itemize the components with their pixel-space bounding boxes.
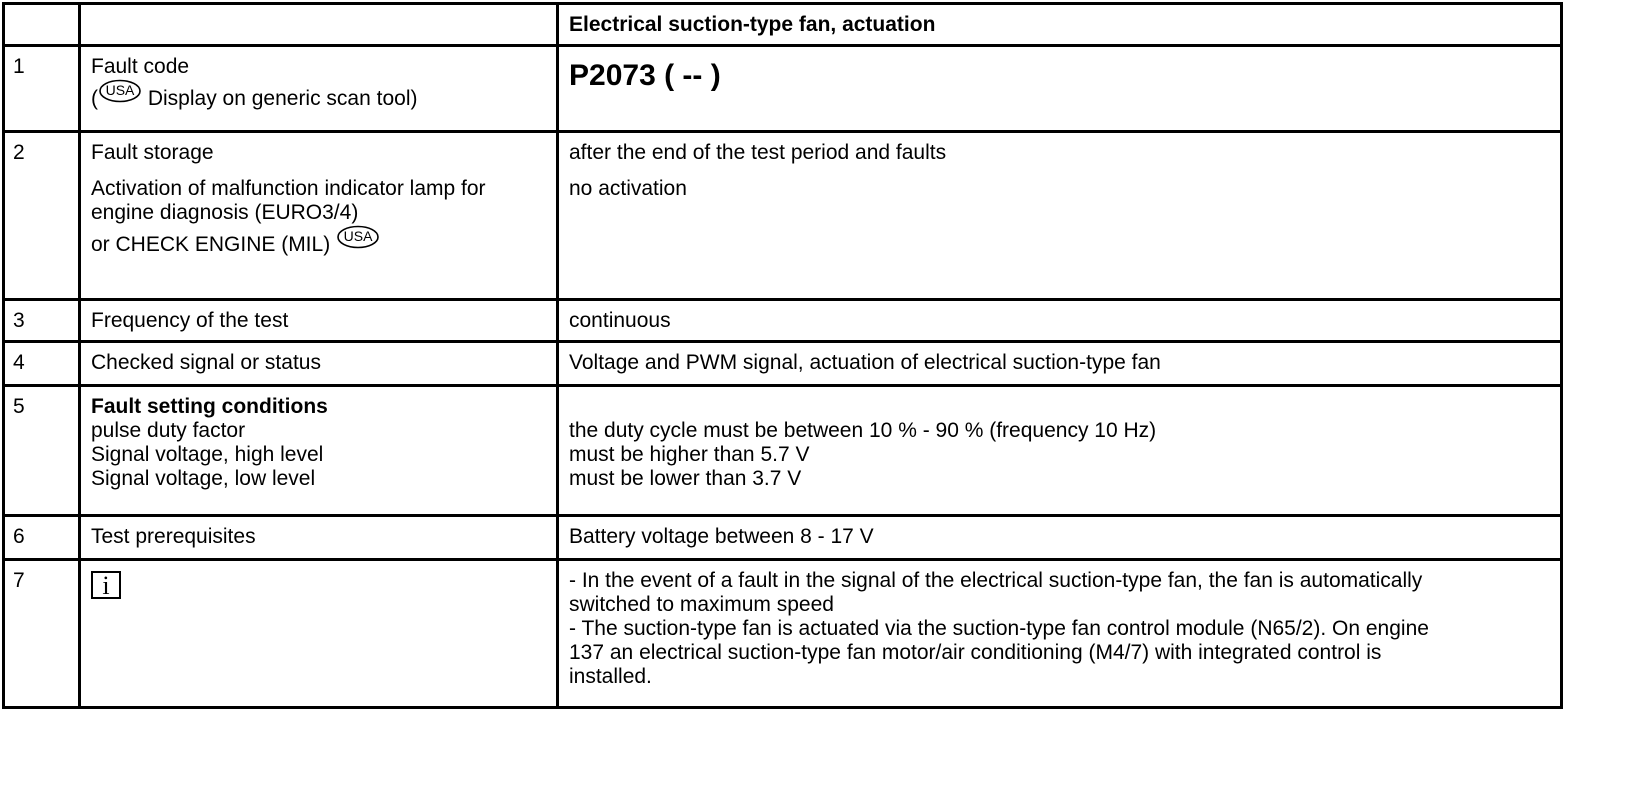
check-engine-text: or CHECK ENGINE (MIL)	[91, 233, 331, 256]
table-row	[4, 516, 1562, 560]
table-row	[4, 560, 1562, 708]
row-label-text: Frequency of the test	[91, 309, 289, 332]
row-value-text: Voltage and PWM signal, actuation of electrical suction-type fan	[569, 351, 1161, 374]
row-number	[4, 560, 80, 708]
row-number	[4, 516, 80, 560]
table-title: Electrical suction-type fan, actuation	[569, 13, 936, 36]
mil-label-line1: Activation of malfunction indicator lamp for	[91, 177, 486, 200]
row-label	[80, 132, 558, 300]
fault-code-table	[2, 2, 1563, 709]
row-number	[4, 132, 80, 300]
row-number	[4, 342, 80, 386]
row-number-text: 4	[13, 351, 25, 374]
row-value	[558, 300, 1562, 342]
usa-badge-icon	[336, 225, 380, 249]
row-value-text: must be higher than 5.7 V	[569, 443, 810, 466]
header-label-cell	[80, 4, 558, 46]
row-value	[558, 516, 1562, 560]
row-label	[80, 342, 558, 386]
row-value-text: must be lower than 3.7 V	[569, 467, 802, 490]
fault-storage-label: Fault storage	[91, 141, 214, 164]
note-text: - In the event of a fault in the signal of the electrical suction-type fan, the fan is automatically	[569, 569, 1423, 592]
row-number	[4, 300, 80, 342]
row-label	[80, 560, 558, 708]
mil-label-line2: engine diagnosis (EURO3/4)	[91, 201, 359, 224]
usa-badge-icon	[98, 79, 142, 103]
row-label-text: Signal voltage, low level	[91, 467, 316, 490]
row-label-text: Test prerequisites	[91, 525, 256, 548]
fault-conditions-heading: Fault setting conditions	[91, 395, 328, 418]
row-value-text: Battery voltage between 8 - 17 V	[569, 525, 874, 548]
row-value	[558, 386, 1562, 516]
row-number	[4, 386, 80, 516]
row-number-text: 1	[13, 55, 25, 78]
row-label	[80, 300, 558, 342]
row-label	[80, 46, 558, 132]
header-title-cell	[558, 4, 1562, 46]
row-label-text: pulse duty factor	[91, 419, 246, 442]
table-row	[4, 132, 1562, 300]
row-value	[558, 132, 1562, 300]
table-row	[4, 342, 1562, 386]
row-value	[558, 342, 1562, 386]
row-label	[80, 516, 558, 560]
usa-display-text: Display on generic scan tool)	[147, 87, 418, 110]
row-value-text: the duty cycle must be between 10 % - 90 % (frequency 10 Hz)	[569, 419, 1157, 442]
row-label-subtext	[91, 79, 556, 111]
fault-storage-value: after the end of the test period and faults	[569, 141, 947, 164]
header-num-cell	[4, 4, 80, 46]
note-text: - The suction-type fan is actuated via the suction-type fan control module (N65/2). On engine	[569, 617, 1429, 640]
fault-code-value: P2073 ( -- )	[569, 59, 721, 92]
mil-label-line3	[91, 225, 556, 257]
row-number-text: 5	[13, 395, 25, 418]
row-number-text: 3	[13, 309, 25, 332]
row-number-text: 2	[13, 141, 25, 164]
note-text: 137 an electrical suction-type fan motor/air conditioning (M4/7) with integrated control is	[569, 641, 1382, 664]
table-header-row	[4, 4, 1562, 46]
table-row	[4, 386, 1562, 516]
info-icon: i	[91, 571, 121, 599]
row-number-text: 6	[13, 525, 25, 548]
usa-badge-text: USA	[343, 228, 373, 244]
row-label-text: Signal voltage, high level	[91, 443, 324, 466]
table-row	[4, 46, 1562, 132]
row-value	[558, 46, 1562, 132]
row-label-text: Checked signal or status	[91, 351, 321, 374]
mil-activation-value: no activation	[569, 177, 687, 200]
note-text: switched to maximum speed	[569, 593, 834, 616]
row-value	[558, 560, 1562, 708]
table-row	[4, 300, 1562, 342]
paren-open: (	[91, 87, 98, 110]
usa-badge-text: USA	[105, 82, 135, 98]
row-label-text: Fault code	[91, 55, 190, 78]
row-label	[80, 386, 558, 516]
row-number-text: 7	[13, 569, 25, 592]
row-number	[4, 46, 80, 132]
row-value-text: continuous	[569, 309, 671, 332]
note-text: installed.	[569, 665, 652, 688]
